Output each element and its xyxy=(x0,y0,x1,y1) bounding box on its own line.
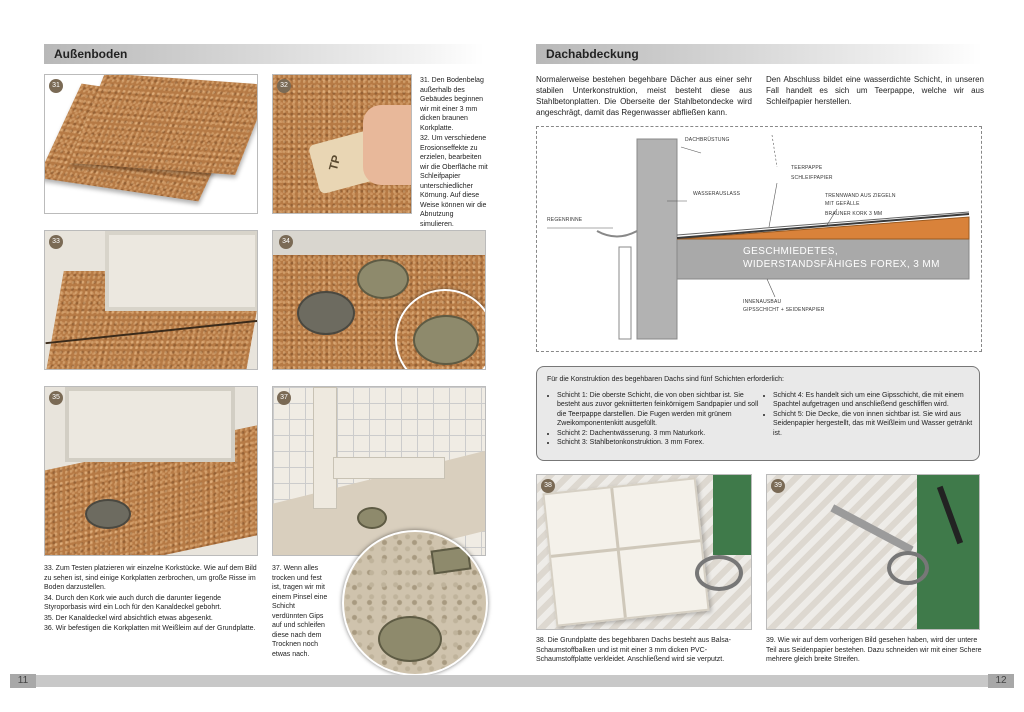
manhole-cover xyxy=(357,259,409,299)
cork-sheet xyxy=(69,74,258,175)
manhole-cover xyxy=(85,499,131,529)
label-schleifpapier: SCHLEIFPAPIER xyxy=(791,175,833,181)
layer-4: • Schicht 4: Es handelt sich um eine Gipsschicht, die mit einem Spachtel aufgetragen und anschließend geschliffen wird. xyxy=(773,391,979,410)
infobox-list-col1 xyxy=(547,391,763,447)
footer-bar xyxy=(512,675,988,687)
building-beam xyxy=(333,457,445,479)
caption-39: 39. Wie wir auf dem vorherigen Bild gesehen haben, wird der untere Teil aus Seidenpapier bestehen. Dazu schneiden wir mit einer Schere mehrere gleich breite Streifen. xyxy=(766,637,982,663)
layer-1: • Schicht 1: Die oberste Schicht, die von oben sichtbar ist. Sie besteht aus zuvor gekniitterten feinkörnigem Sandpapier und soll die Teerpappe darstellen. Die Fugen werden mit grünem Zweikomponentenkitt ausgefüllt. xyxy=(557,391,763,429)
cutting-mat xyxy=(713,475,752,555)
leader-line xyxy=(681,147,701,153)
photo-38-roof-base-plate xyxy=(536,474,752,630)
label-gipsschicht: GIPSSCHICHT + SEIDENPAPIER xyxy=(743,307,825,313)
caption-37: 37. Wenn alles trocken und fest ist, tragen wir mit einem Pinsel eine Schicht verdünnten Gips auf und schleifen diese nach dem Trocknen noch etwas nach. xyxy=(272,565,328,658)
photo-35-lowered-cover xyxy=(44,386,258,556)
roof-layer-diagram xyxy=(536,126,982,352)
manhole-cover xyxy=(378,616,442,662)
captions-33-36 xyxy=(44,564,262,635)
photo-37-plaster-layer xyxy=(272,386,486,556)
photo-31-cork-sheets xyxy=(44,74,258,214)
layer-info-box xyxy=(536,366,980,461)
intro-text-col1: Normalerweise bestehen begehbare Dächer aus einer sehr stabilen Unterkonstruktion, meist besteht diese aus Stahlbetonplatten. Die Oberseite der Stahlbetondecke wird angeschrägt, damit das Regenwasser abfließen kann. xyxy=(536,75,752,117)
downpipe xyxy=(619,247,631,339)
label-forex xyxy=(743,245,940,271)
label-trennwand: TRENNWAND AUS ZIEGELN xyxy=(825,193,896,199)
parapet-wall xyxy=(637,139,677,339)
diagram-drawing xyxy=(537,127,981,351)
infobox-list-col2 xyxy=(763,391,979,438)
caption-32: 32. Um verschiedene Erosionseffekte zu erzielen, bearbeiten wir die Oberfläche mit Schleifpapier unterschiedlicher Körnung. Auf diese Weise können wir die Abnutzung simulieren. xyxy=(420,135,488,228)
wall-edge xyxy=(273,231,486,255)
plate-groove xyxy=(551,539,700,558)
brick-slope-layer xyxy=(677,217,969,239)
photo-number-badge: 35 xyxy=(49,391,63,405)
section-title-dachabdeckung: Dachabdeckung xyxy=(536,44,982,64)
label-gefaelle: MIT GEFÄLLE xyxy=(825,201,860,207)
section-title-aussenboden: Außenboden xyxy=(44,44,484,64)
caption-36: 36. Wir befestigen die Korkplatten mit Weißleim auf der Grundplatte. xyxy=(44,625,256,632)
plate-groove xyxy=(610,488,627,618)
photo-number-badge: 34 xyxy=(279,235,293,249)
photo-number-badge: 39 xyxy=(771,479,785,493)
photo-33-cork-test-pieces xyxy=(44,230,258,370)
scissors xyxy=(695,555,743,591)
caption-31: 31. Den Bodenbelag außerhalb des Gebäudes beginnen wir mit einer 3 mm dicken braunen Korkplatte. xyxy=(420,77,484,132)
caption-34: 34. Durch den Kork wie auch durch die darunter liegende Styroporbasis wird ein Loch für den Kanaldeckel gebohrt. xyxy=(44,594,222,611)
label-innenausbau: INNENAUSBAU xyxy=(743,299,782,305)
intro-text-col2: Den Abschluss bildet eine wasserdichte Schicht, in unseren Fall handelt es sich um Teerpappe, welche wir aus Schleifpapier herstellen. xyxy=(766,75,984,106)
cutting-mat xyxy=(917,475,980,630)
photo-34-drilled-hole xyxy=(272,230,486,370)
zoom-detail-circle xyxy=(342,530,488,676)
sandpaper-mark: TP xyxy=(326,153,344,173)
layer-5: • Schicht 5: Die Decke, die von innen sichtbar ist. Sie wird aus Seidenpapier hergestellt, das mit Weißleim und Wasser getränkt ist. xyxy=(773,410,979,438)
photo-32-sanding-cork xyxy=(272,74,412,214)
photo-number-badge: 31 xyxy=(49,79,63,93)
photo-number-badge: 37 xyxy=(277,391,291,405)
building-post xyxy=(313,387,337,509)
building-wall xyxy=(105,231,258,311)
photo-number-badge: 38 xyxy=(541,479,555,493)
scissors-blade xyxy=(830,504,913,553)
leader-line xyxy=(769,183,777,227)
infobox-heading: Für die Konstruktion des begehbaren Dachs sind fünf Schichten erforderlich: xyxy=(547,376,784,383)
label-kork: BRAUNER KORK 3 MM xyxy=(825,211,883,217)
caption-38: 38. Die Grundplatte des begehbaren Dachs besteht aus Balsa-Schaumstoffbalken und ist mit einer 3 mm dicken PVC-Schaumstoffplatte verkleidet. Anschließend wird sie verputzt. xyxy=(536,637,731,663)
manhole-cover xyxy=(357,507,387,529)
footer-bar xyxy=(36,675,512,687)
leader-line xyxy=(772,135,777,167)
scissors-handle xyxy=(887,551,929,585)
building-wall xyxy=(65,387,235,462)
label-dachbruestung: DACHBRÜSTUNG xyxy=(685,137,730,143)
zoom-detail-circle xyxy=(395,289,486,370)
layer-3: • Schicht 3: Stahlbetonkonstruktion. 3 mm Forex. xyxy=(557,438,763,447)
photo-number-badge: 33 xyxy=(49,235,63,249)
caption-33: 33. Zum Testen platzieren wir einzelne Korkstücke. Wie auf dem Bild zu sehen ist, sind einige Korkplatten zerbrochen, um große Risse im Boden darzustellen. xyxy=(44,565,257,591)
layer-2: • Schicht 2: Dachentwässerung. 3 mm Naturkork. xyxy=(557,429,763,438)
drilled-hole xyxy=(297,291,355,335)
hand xyxy=(363,105,412,185)
label-wasserauslass: WASSERAUSLASS xyxy=(693,191,741,197)
label-forex-line2: WIDERSTANDSFÄHIGES FOREX, 3 MM xyxy=(743,259,940,270)
base-plate xyxy=(542,477,709,626)
label-forex-line1: GESCHMIEDETES, xyxy=(743,246,839,257)
leader-line xyxy=(767,279,775,297)
photo-39-cutting-tissue-paper xyxy=(766,474,980,630)
caption-35: 35. Der Kanaldeckel wird absichtlich etwas abgesenkt. xyxy=(44,614,213,622)
page-number-right: 12 xyxy=(988,674,1014,688)
page-number-left: 11 xyxy=(10,674,36,688)
caption-31-32 xyxy=(420,76,488,230)
manhole-cover xyxy=(413,315,479,365)
label-teerpappe: TEERPAPPE xyxy=(791,165,823,171)
photo-number-badge: 32 xyxy=(277,79,291,93)
rain-gutter xyxy=(597,231,637,237)
label-regenrinne: REGENRINNE xyxy=(547,217,583,223)
